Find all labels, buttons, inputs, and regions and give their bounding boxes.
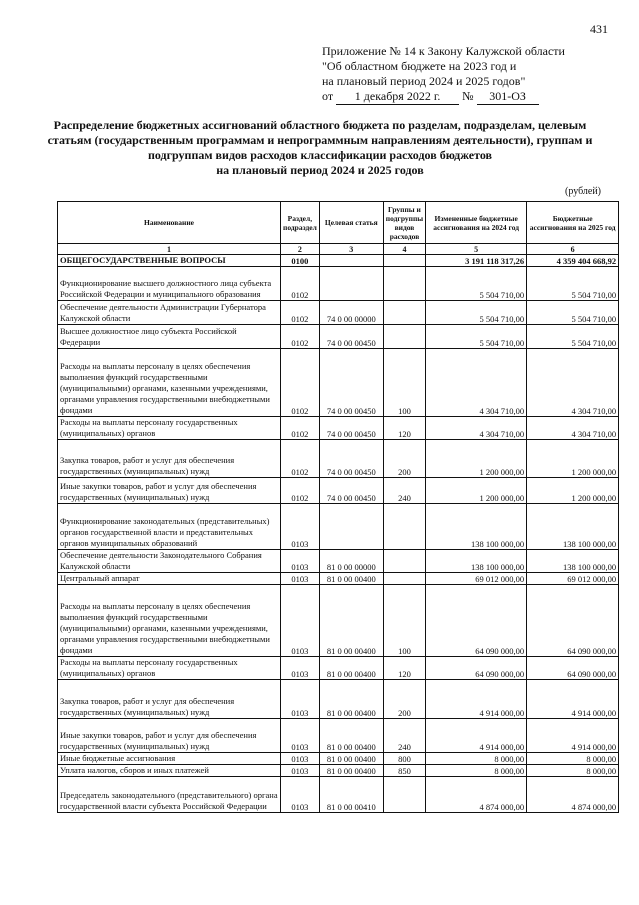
col-header-section: Раздел, подраздел	[281, 202, 320, 244]
table-row	[58, 753, 619, 765]
row-target: 74 0 00 00450	[319, 478, 383, 504]
unit-label: (рублей)	[565, 186, 602, 197]
table-row	[58, 777, 619, 813]
row-2025: 4 359 404 668,92	[527, 255, 619, 267]
table-row	[58, 504, 619, 550]
header-row	[58, 202, 619, 244]
row-target: 81 0 00 00410	[319, 777, 383, 813]
row-2025: 8 000,00	[527, 765, 619, 777]
row-2024: 64 090 000,00	[426, 657, 527, 680]
table-row	[58, 255, 619, 267]
row-section: 0102	[281, 440, 320, 478]
row-group	[383, 573, 425, 585]
row-section: 0103	[281, 657, 320, 680]
table-row	[58, 765, 619, 777]
row-section: 0103	[281, 753, 320, 765]
title-line: на плановый период 2024 и 2025 годов	[216, 163, 424, 177]
row-group: 100	[383, 349, 425, 417]
row-group	[383, 777, 425, 813]
law-date: 1 декабря 2022 г.	[336, 89, 459, 105]
row-group	[383, 255, 425, 267]
row-section: 0103	[281, 573, 320, 585]
row-name: Расходы на выплаты персоналу государственных (муниципальных) органов	[58, 417, 281, 440]
col-number: 2	[281, 244, 320, 255]
col-header-target: Целевая статья	[319, 202, 383, 244]
table-row	[58, 325, 619, 349]
row-target: 81 0 00 00400	[319, 765, 383, 777]
row-name: Закупка товаров, работ и услуг для обеспечения государственных (муниципальных) нужд	[58, 680, 281, 719]
row-section: 0103	[281, 719, 320, 753]
row-2025: 4 914 000,00	[527, 719, 619, 753]
row-2025: 5 504 710,00	[527, 301, 619, 325]
law-number: 301-ОЗ	[477, 89, 539, 105]
row-2025: 138 100 000,00	[527, 504, 619, 550]
table-row	[58, 267, 619, 301]
row-2025: 64 090 000,00	[527, 585, 619, 657]
row-2024: 5 504 710,00	[426, 267, 527, 301]
row-name: Центральный аппарат	[58, 573, 281, 585]
row-2024: 64 090 000,00	[426, 585, 527, 657]
col-number: 6	[527, 244, 619, 255]
row-target: 74 0 00 00450	[319, 349, 383, 417]
row-2025: 138 100 000,00	[527, 550, 619, 573]
row-group: 240	[383, 478, 425, 504]
row-group: 200	[383, 680, 425, 719]
row-section: 0102	[281, 349, 320, 417]
row-2025: 4 304 710,00	[527, 349, 619, 417]
row-name: Функционирование законодательных (представительных) органов государственной власти и представительных органов муниципальных образований	[58, 504, 281, 550]
row-group: 120	[383, 657, 425, 680]
column-number-row	[58, 244, 619, 255]
row-section: 0103	[281, 777, 320, 813]
row-name: Функционирование высшего должностного лица субъекта Российской Федерации и муниципального образования	[58, 267, 281, 301]
row-name: Иные закупки товаров, работ и услуг для обеспечения государственных (муниципальных) нужд	[58, 719, 281, 753]
col-number: 3	[319, 244, 383, 255]
appendix-line: на плановый период 2024 и 2025 годов"	[322, 74, 526, 88]
row-2025: 5 504 710,00	[527, 267, 619, 301]
row-target: 81 0 00 00400	[319, 680, 383, 719]
budget-table	[57, 201, 619, 813]
row-2025: 4 914 000,00	[527, 680, 619, 719]
row-section: 0102	[281, 301, 320, 325]
row-name: Обеспечение деятельности Администрации Губернатора Калужской области	[58, 301, 281, 325]
row-name: Председатель законодательного (представительного) органа государственной власти субъекта Российской Федерации	[58, 777, 281, 813]
row-target: 74 0 00 00000	[319, 301, 383, 325]
row-target	[319, 267, 383, 301]
row-group: 100	[383, 585, 425, 657]
appendix-block	[322, 44, 565, 105]
row-target: 81 0 00 00400	[319, 753, 383, 765]
row-group: 850	[383, 765, 425, 777]
row-group	[383, 504, 425, 550]
col-number: 1	[58, 244, 281, 255]
table-row	[58, 719, 619, 753]
row-target	[319, 504, 383, 550]
row-name: ОБЩЕГОСУДАРСТВЕННЫЕ ВОПРОСЫ	[58, 255, 281, 267]
table-row	[58, 417, 619, 440]
col-header-name: Наименование	[58, 202, 281, 244]
col-header-group: Группы и подгруппы видов расходов	[383, 202, 425, 244]
row-target: 81 0 00 00000	[319, 550, 383, 573]
row-2025: 1 200 000,00	[527, 478, 619, 504]
row-2025: 5 504 710,00	[527, 325, 619, 349]
row-section: 0102	[281, 325, 320, 349]
table-row	[58, 573, 619, 585]
title-line: Распределение бюджетных ассигнований областного бюджета по разделам, подразделам, целевым	[53, 118, 587, 132]
row-name: Расходы на выплаты персоналу государственных (муниципальных) органов	[58, 657, 281, 680]
row-name: Иные закупки товаров, работ и услуг для обеспечения государственных (муниципальных) нужд	[58, 478, 281, 504]
row-section: 0103	[281, 680, 320, 719]
row-name: Закупка товаров, работ и услуг для обеспечения государственных (муниципальных) нужд	[58, 440, 281, 478]
page-number: 431	[590, 22, 608, 36]
col-number: 4	[383, 244, 425, 255]
row-2025: 8 000,00	[527, 753, 619, 765]
number-sign: №	[462, 89, 474, 103]
row-2024: 4 914 000,00	[426, 680, 527, 719]
row-target: 81 0 00 00400	[319, 585, 383, 657]
row-group	[383, 550, 425, 573]
row-name: Расходы на выплаты персоналу в целях обеспечения выполнения функций государственными (муниципальными) органами, казенными учреждениями, органами управления государственными внебюджетными фондами	[58, 585, 281, 657]
row-2024: 138 100 000,00	[426, 504, 527, 550]
row-group: 800	[383, 753, 425, 765]
row-section: 0103	[281, 765, 320, 777]
row-name: Расходы на выплаты персоналу в целях обеспечения выполнения функций государственными (муниципальными) органами, казенными учреждениями, органами управления государственными внебюджетными фондами	[58, 349, 281, 417]
row-target: 74 0 00 00450	[319, 440, 383, 478]
row-section: 0103	[281, 550, 320, 573]
row-group	[383, 301, 425, 325]
row-2024: 3 191 118 317,26	[426, 255, 527, 267]
row-2025: 69 012 000,00	[527, 573, 619, 585]
row-name: Иные бюджетные ассигнования	[58, 753, 281, 765]
row-2025: 1 200 000,00	[527, 440, 619, 478]
date-prefix: от	[322, 89, 334, 103]
law-reference	[322, 89, 565, 105]
row-2024: 8 000,00	[426, 765, 527, 777]
row-section: 0103	[281, 504, 320, 550]
row-target: 74 0 00 00450	[319, 325, 383, 349]
document-title	[40, 118, 600, 178]
row-2025: 4 304 710,00	[527, 417, 619, 440]
table-row	[58, 550, 619, 573]
row-2024: 4 914 000,00	[426, 719, 527, 753]
row-section: 0102	[281, 417, 320, 440]
row-group: 200	[383, 440, 425, 478]
row-2024: 69 012 000,00	[426, 573, 527, 585]
row-2024: 8 000,00	[426, 753, 527, 765]
row-2024: 138 100 000,00	[426, 550, 527, 573]
row-2024: 4 304 710,00	[426, 417, 527, 440]
row-section: 0100	[281, 255, 320, 267]
table-row	[58, 349, 619, 417]
row-target: 74 0 00 00450	[319, 417, 383, 440]
row-2024: 1 200 000,00	[426, 478, 527, 504]
col-number: 5	[426, 244, 527, 255]
col-header-2024: Измененные бюджетные ассигнования на 2024 год	[426, 202, 527, 244]
row-name: Обеспечение деятельности Законодательного Собрания Калужской области	[58, 550, 281, 573]
table-row	[58, 680, 619, 719]
row-section: 0102	[281, 478, 320, 504]
row-group	[383, 267, 425, 301]
row-2024: 4 874 000,00	[426, 777, 527, 813]
row-target: 81 0 00 00400	[319, 657, 383, 680]
row-2024: 1 200 000,00	[426, 440, 527, 478]
row-2024: 4 304 710,00	[426, 349, 527, 417]
table-row	[58, 440, 619, 478]
table-row	[58, 301, 619, 325]
table-row	[58, 478, 619, 504]
row-target: 81 0 00 00400	[319, 573, 383, 585]
row-group	[383, 325, 425, 349]
row-name: Уплата налогов, сборов и иных платежей	[58, 765, 281, 777]
appendix-line: "Об областном бюджете на 2023 год и	[322, 59, 517, 73]
row-2024: 5 504 710,00	[426, 325, 527, 349]
row-2025: 64 090 000,00	[527, 657, 619, 680]
col-header-2025: Бюджетные ассигнования на 2025 год	[527, 202, 619, 244]
appendix-line: Приложение № 14 к Закону Калужской области	[322, 44, 565, 58]
row-group: 240	[383, 719, 425, 753]
row-2025: 4 874 000,00	[527, 777, 619, 813]
row-name: Высшее должностное лицо субъекта Российской Федерации	[58, 325, 281, 349]
row-target	[319, 255, 383, 267]
title-line: статьям (государственным программам и непрограммным направлениям деятельности), группам и	[47, 133, 593, 147]
row-section: 0102	[281, 267, 320, 301]
row-target: 81 0 00 00400	[319, 719, 383, 753]
table-row	[58, 657, 619, 680]
row-section: 0103	[281, 585, 320, 657]
title-line: подгруппам видов расходов классификации расходов бюджетов	[147, 148, 493, 162]
row-2024: 5 504 710,00	[426, 301, 527, 325]
table-row	[58, 585, 619, 657]
row-group: 120	[383, 417, 425, 440]
